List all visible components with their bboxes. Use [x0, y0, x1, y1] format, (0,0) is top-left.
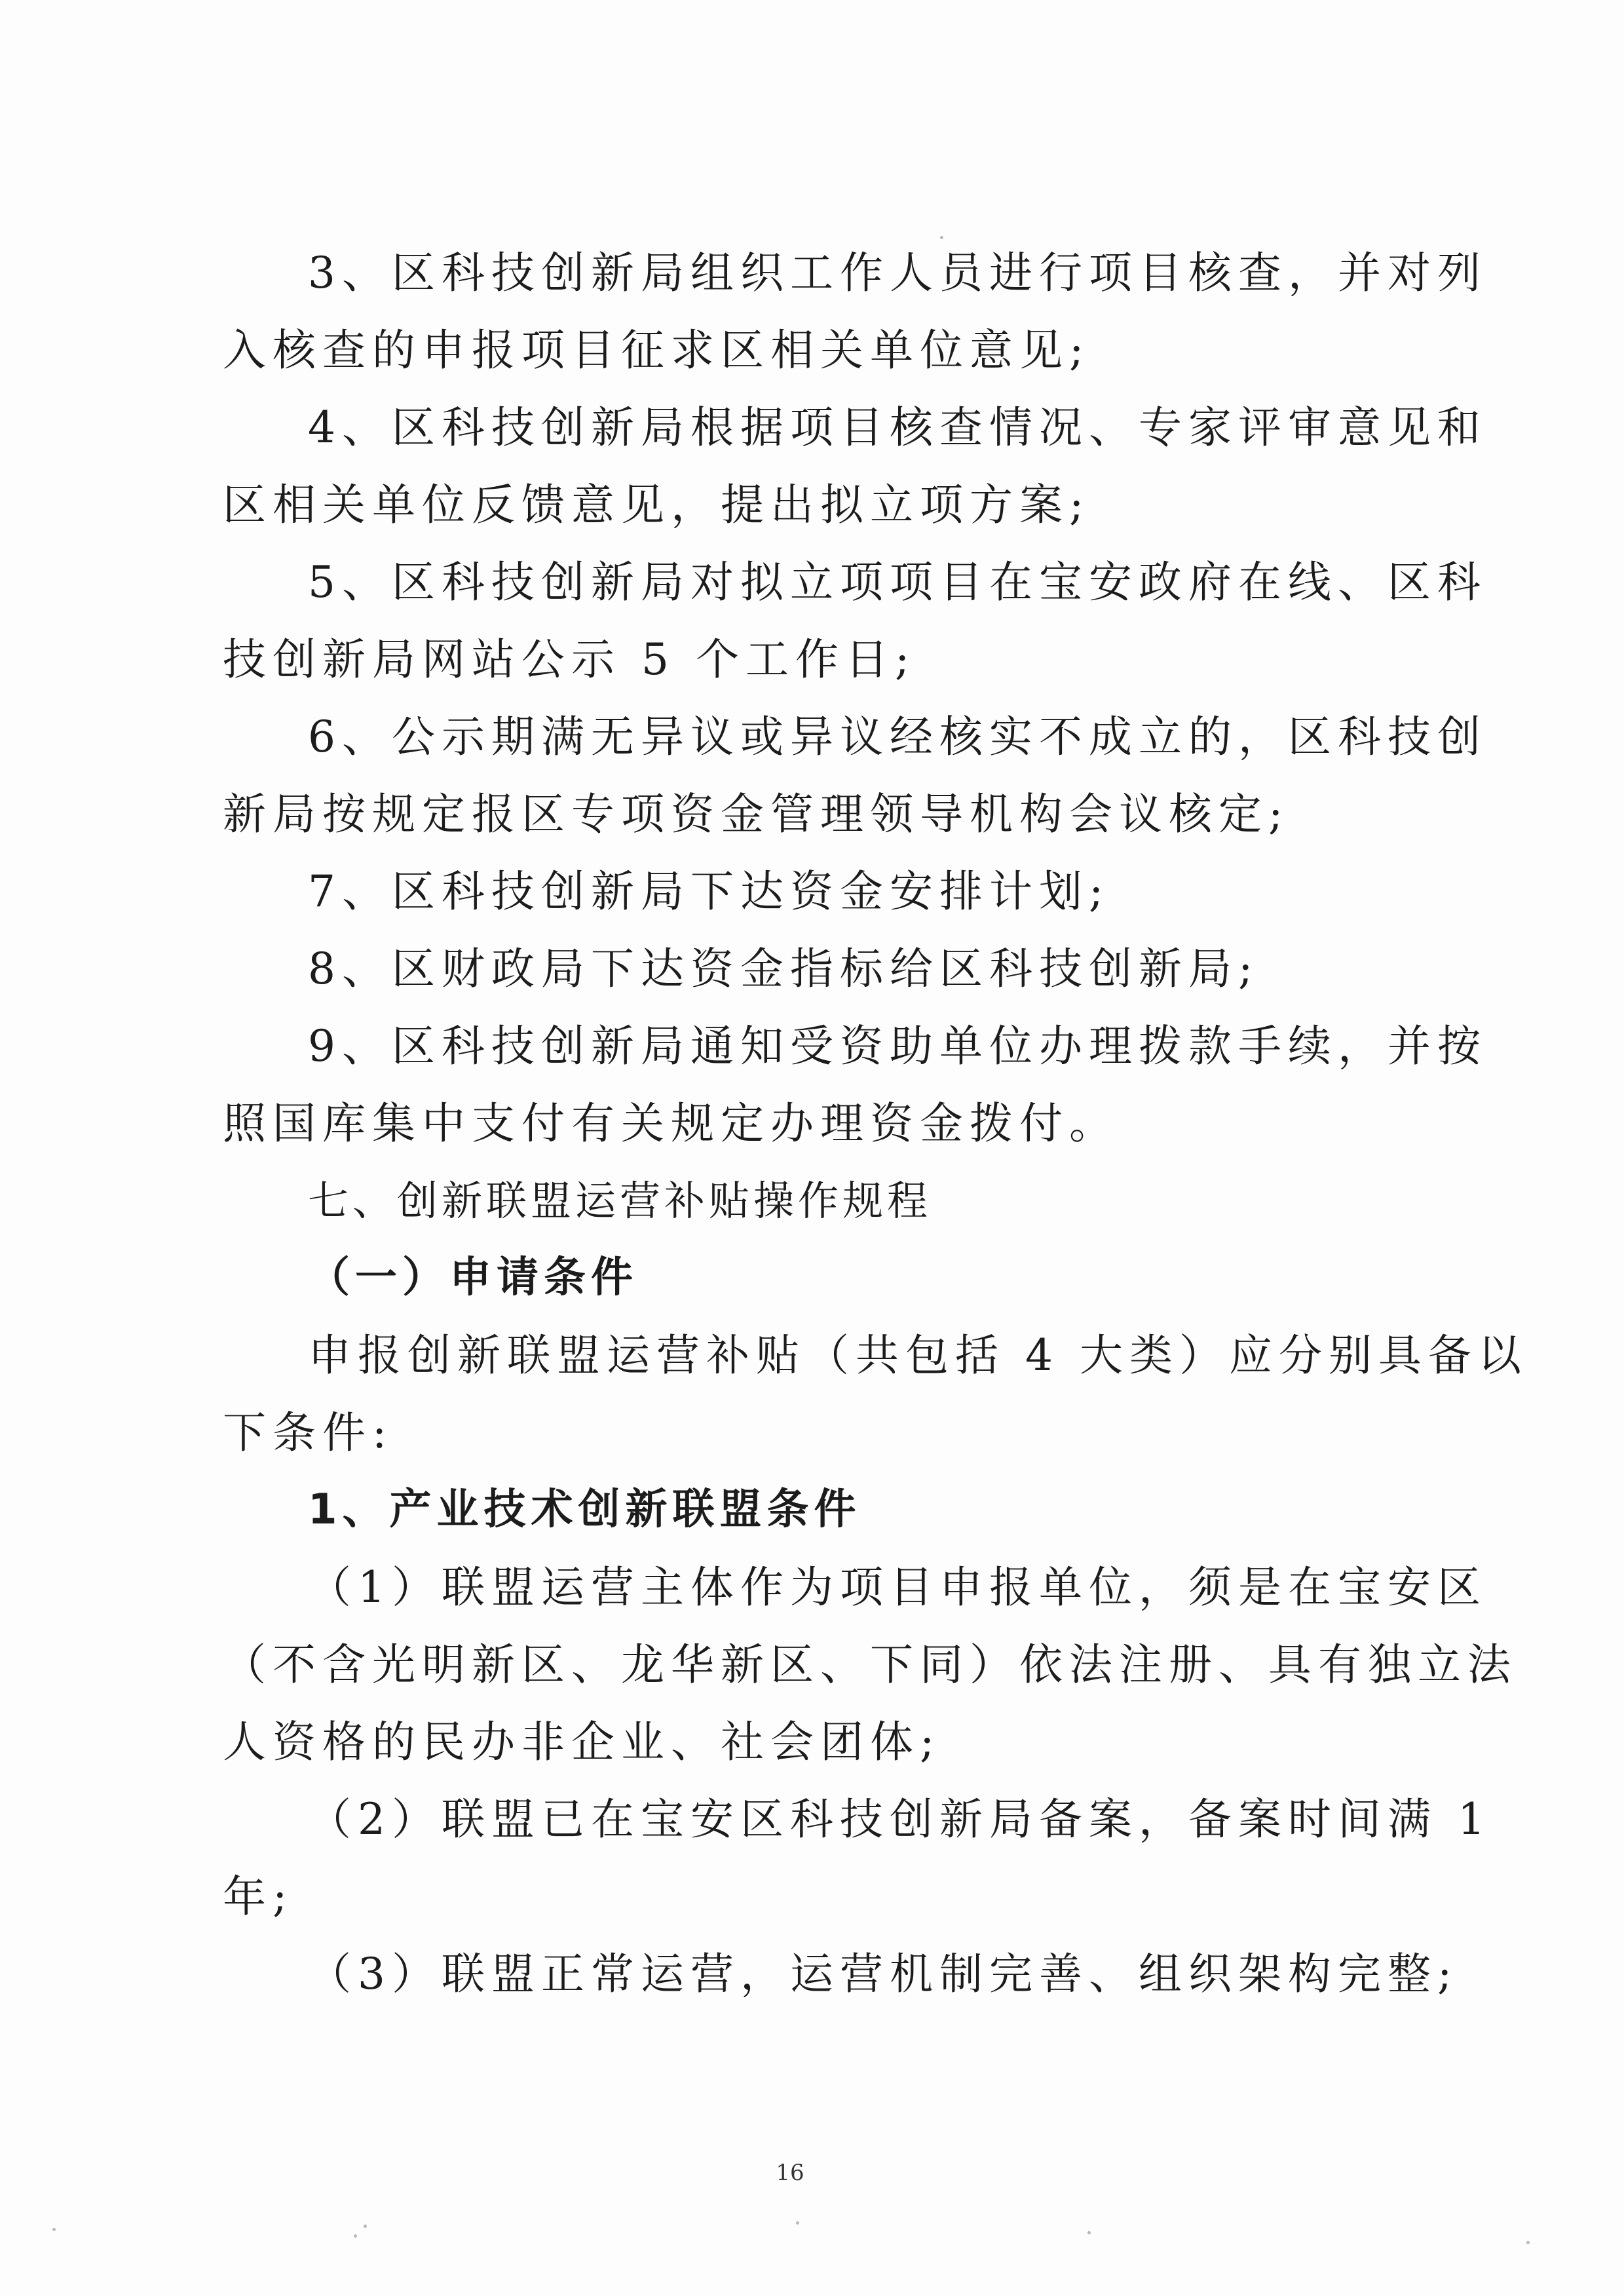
paragraph-line: 照国库集中支付有关规定办理资金拨付。 [223, 1098, 1119, 1149]
paragraph-line: 入核查的申报项目征求区相关单位意见; [223, 325, 1091, 375]
paragraph-line: 8、区财政局下达资金指标给区科技创新局; [308, 944, 1260, 994]
paragraph-line: （1）联盟运营主体作为项目申报单位，须是在宝安区 [308, 1562, 1487, 1613]
paragraph-line: 3、区科技创新局组织工作人员进行项目核查，并对列 [308, 248, 1487, 298]
paragraph-line: 9、区科技创新局通知受资助单位办理拨款手续，并按 [308, 1021, 1487, 1071]
scan-speck [354, 2234, 357, 2238]
section-heading: 七、创新联盟运营补贴操作规程 [308, 1177, 932, 1225]
paragraph-line: 新局按规定报区专项资金管理领导机构会议核定; [223, 789, 1290, 839]
paragraph-line: （3）联盟正常运营，运营机制完善、组织架构完整; [308, 1949, 1459, 1999]
scan-speck [364, 2225, 367, 2228]
paragraph-line: 申报创新联盟运营补贴（共包括 4 大类）应分别具备以 [308, 1330, 1528, 1381]
item-heading: 1、产业技术创新联盟条件 [308, 1485, 861, 1534]
paragraph-line: （2）联盟已在宝安区科技创新局备案，备案时间满 1 [308, 1794, 1492, 1845]
paragraph-line: 5、区科技创新局对拟立项项目在宝安政府在线、区科 [308, 557, 1487, 607]
scan-speck [52, 2228, 56, 2231]
scan-speck [1087, 2231, 1091, 2234]
paragraph-line: 年; [223, 1871, 294, 1922]
paragraph-line: 技创新局网站公示 5 个工作日; [223, 634, 916, 685]
subsection-heading: （一）申请条件 [308, 1253, 638, 1302]
scan-speck [1526, 2241, 1530, 2244]
paragraph-line: （不含光明新区、龙华新区、下同）依法注册、具有独立法 [223, 1639, 1517, 1690]
paragraph-line: 7、区科技创新局下达资金安排计划; [308, 866, 1110, 917]
paragraph-line: 人资格的民办非企业、社会团体; [223, 1717, 941, 1767]
paragraph-line: 下条件: [223, 1407, 394, 1458]
paragraph-line: 6、公示期满无异议或异议经核实不成立的，区科技创 [308, 712, 1487, 762]
scan-speck [796, 2221, 799, 2225]
paragraph-line: 区相关单位反馈意见，提出拟立项方案; [223, 480, 1091, 530]
scan-speck [940, 236, 943, 239]
page-number: 16 [776, 2160, 804, 2186]
paragraph-line: 4、区科技创新局根据项目核查情况、专家评审意见和 [308, 402, 1487, 453]
